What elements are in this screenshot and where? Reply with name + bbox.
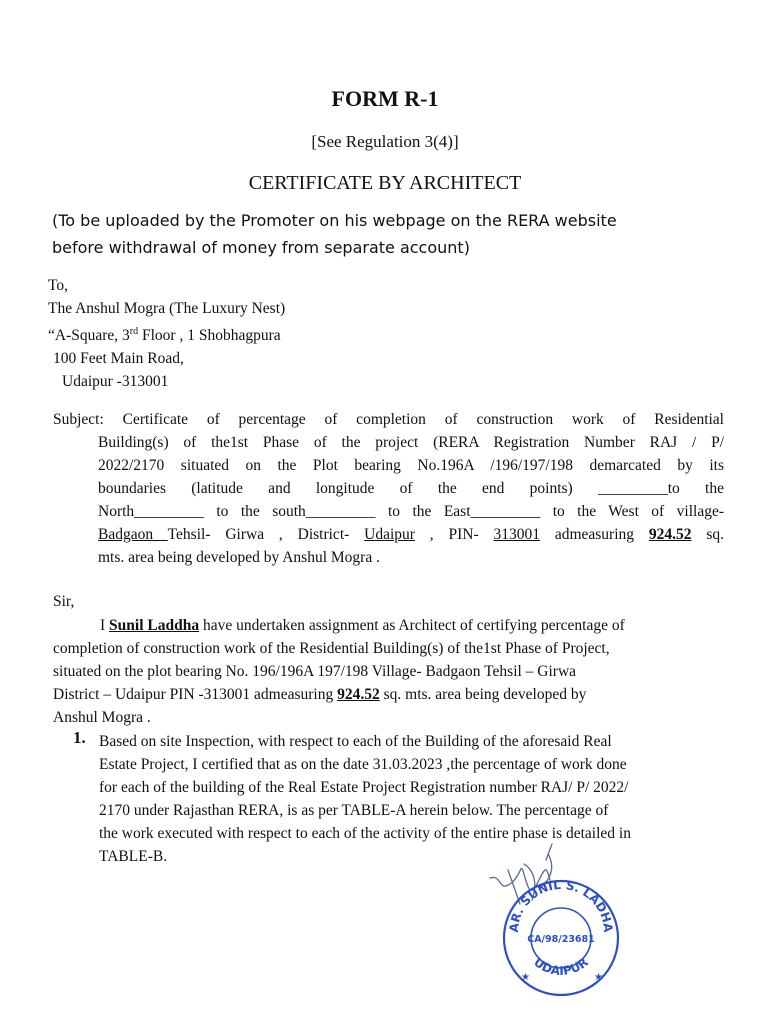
address-line-1 xyxy=(48,320,285,347)
letter-text: District – Udaipur PIN -313001 admeasuring xyxy=(53,686,338,703)
letter-text: sq. mts. area being developed by xyxy=(379,686,587,703)
address-block xyxy=(48,274,285,393)
subject-line: Subject: Certificate of percentage of completion of construction work of Residential xyxy=(53,411,724,428)
regulation-reference: [See Regulation 3(4)] xyxy=(311,132,459,151)
subject-text: , PIN- xyxy=(414,526,494,543)
item-line: 2170 under Rajasthan RERA, is as per TABLE-A herein below. The percentage of xyxy=(99,802,609,819)
subject-text: Tehsil- Girwa , District- xyxy=(167,526,365,543)
address-name: The Anshul Mogra (The Luxury Nest) xyxy=(48,300,286,317)
stamp-top-text: AR. SUNIL S. LADHA xyxy=(506,877,616,933)
item-number: 1. xyxy=(73,728,86,747)
form-title: FORM R-1 xyxy=(331,86,439,111)
subject-line: Building(s) of the1st Phase of the project (RERA Registration Number RAJ / P/ xyxy=(98,434,724,451)
subject-text: sq. xyxy=(691,526,724,543)
letter-line xyxy=(53,683,713,706)
subject-line: North_________ to the south_________ to the East_________ to the West of village- xyxy=(98,503,724,520)
district-name: Udaipur xyxy=(364,526,415,543)
item-1-text xyxy=(99,730,725,868)
area-value: 924.52 xyxy=(337,686,380,703)
letter-text: I xyxy=(100,617,110,634)
architect-name: Sunil Laddha xyxy=(109,617,200,634)
letter-line xyxy=(53,614,713,637)
address-line-2: 100 Feet Main Road, xyxy=(53,350,184,368)
architect-stamp xyxy=(480,840,630,1010)
pin-code: 313001 xyxy=(493,526,540,543)
stamp-reg-number: CA/98/23681 xyxy=(527,934,595,945)
certificate-title: CERTIFICATE BY ARCHITECT xyxy=(248,172,522,194)
subject-line: boundaries (latitude and longitude of the end points) _________to the xyxy=(98,480,724,497)
salutation: Sir, xyxy=(53,593,75,610)
item-line: the work executed with respect to each of the activity of the entire phase is detailed in xyxy=(99,825,631,842)
subject-line: 2022/2170 situated on the Plot bearing No.196A /196/197/198 demarcated by its xyxy=(98,457,724,474)
area-value: 924.52 xyxy=(648,526,692,543)
subject-block xyxy=(53,408,724,569)
stamp-star-icon: ★ xyxy=(594,972,603,983)
subject-line: mts. area being developed by Anshul Mogra . xyxy=(98,549,380,566)
address-to: To, xyxy=(48,277,69,294)
item-line: Based on site Inspection, with respect to each of the Building of the aforesaid Real xyxy=(99,733,612,750)
letter-body xyxy=(53,614,713,729)
stamp-star-icon: ★ xyxy=(521,972,530,983)
stamp-bottom-text: UDAIPUR xyxy=(531,955,591,979)
address-line-1-sup: rd xyxy=(129,326,139,337)
subject-text: admeasuring xyxy=(539,526,649,543)
upload-note-line-2: before withdrawal of money from separate account) xyxy=(52,238,470,257)
village-name: Badgaon xyxy=(98,526,168,543)
letter-line: Anshul Mogra . xyxy=(53,709,151,726)
letter-text: have undertaken assignment as Architect of certifying percentage of xyxy=(199,617,625,634)
address-line-1-a: “A-Square, 3 xyxy=(48,327,130,345)
item-line: Estate Project, I certified that as on the date 31.03.2023 ,the percentage of work done xyxy=(99,756,627,773)
item-line: for each of the building of the Real Estate Project Registration number RAJ/ P/ 2022/ xyxy=(99,779,629,796)
address-line-1-b: Floor , 1 Shobhagpura xyxy=(138,327,281,345)
subject-line xyxy=(98,523,724,546)
upload-note-line-1: (To be uploaded by the Promoter on his webpage on the RERA website xyxy=(52,211,617,230)
letter-line: completion of construction work of the Residential Building(s) of the1st Phase of Project, xyxy=(53,640,610,657)
item-line: TABLE-B. xyxy=(99,848,168,865)
address-line-3: Udaipur -313001 xyxy=(62,373,169,391)
letter-line: situated on the plot bearing No. 196/196A 197/198 Village- Badgaon Tehsil – Girwa xyxy=(53,663,577,680)
